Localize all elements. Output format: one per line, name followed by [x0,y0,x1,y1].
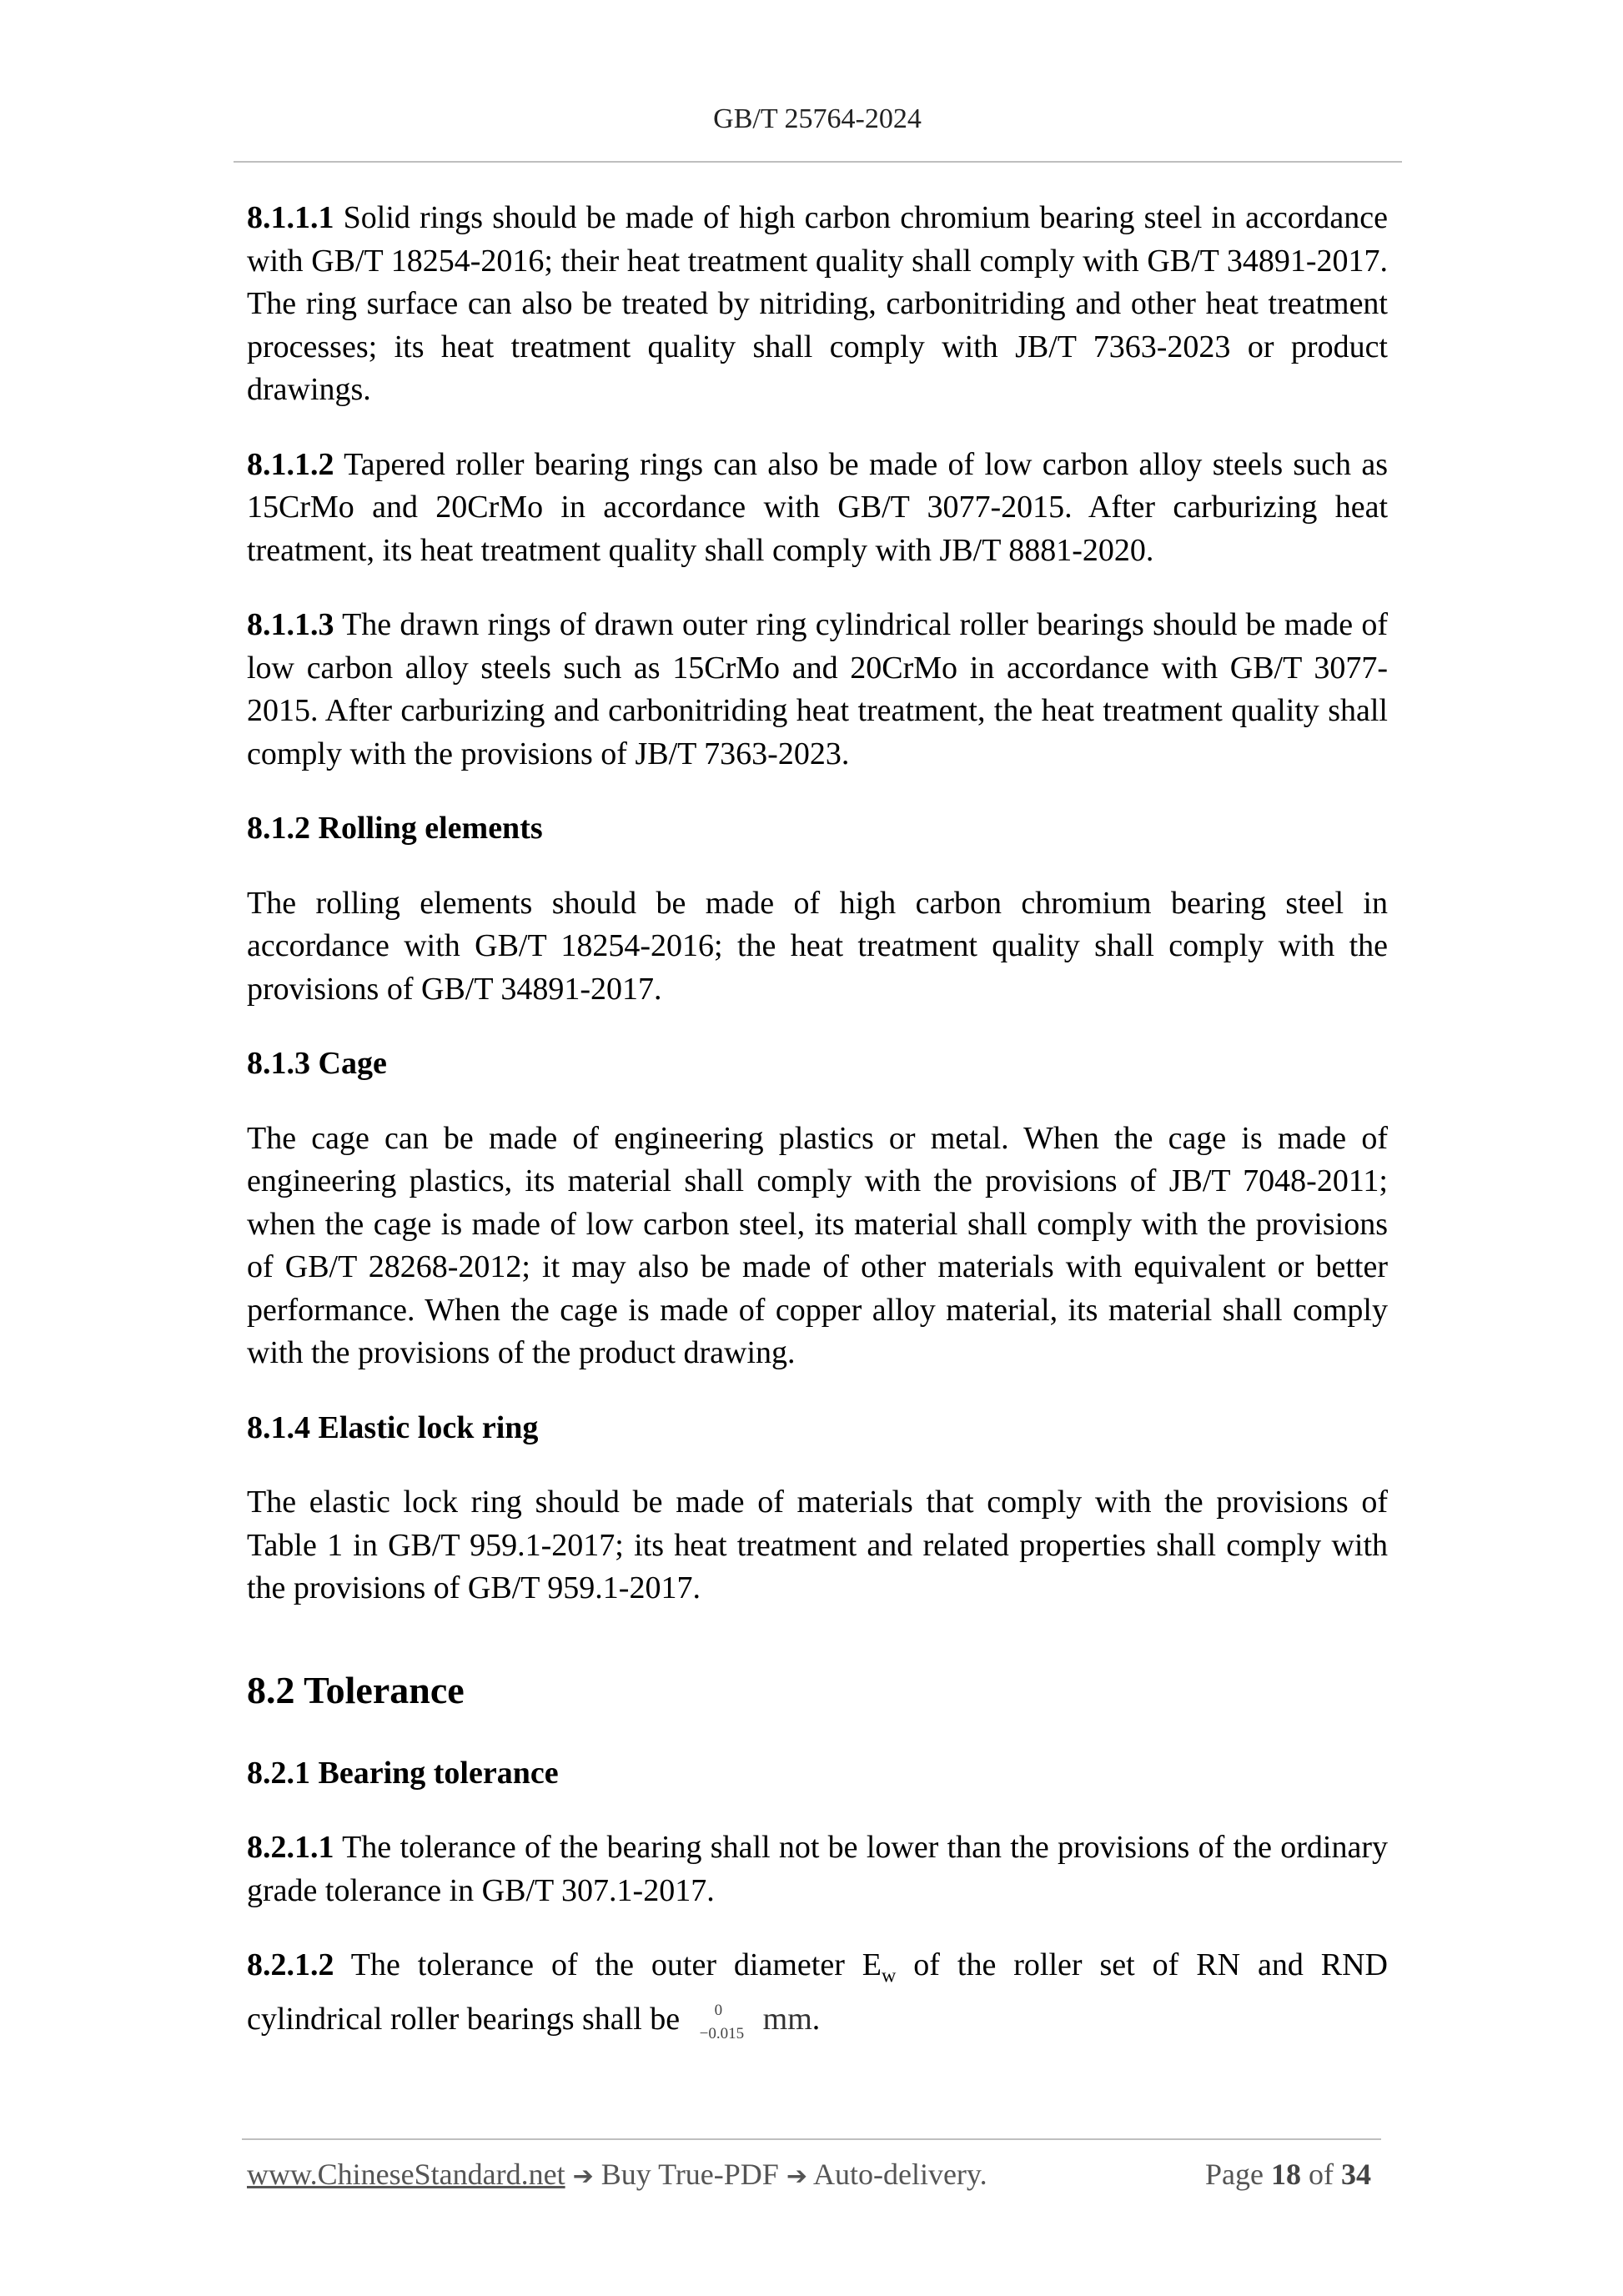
auto-delivery-text: Auto-delivery. [806,2158,987,2191]
clause-end: . [812,2002,821,2037]
clause-text: The drawn rings of drawn outer ring cylindrical roller bearings should be made of low carbon alloy steels such as 15CrMo and 20CrMo in accordance with GB/T 3077-2015. After carburizing and carbonitriding heat treatment, the heat treatment quality shall comply with the provisions of JB/T 7363-2023. [247,607,1388,771]
tolerance-unit: mm [762,2002,812,2037]
current-page: 18 [1271,2158,1301,2191]
buy-text: Buy True-PDF [593,2158,786,2191]
heading-cage: 8.1.3 Cage [247,1046,387,1081]
heading-tolerance: 8.2 Tolerance [247,1668,465,1711]
clause-text-a: The tolerance of the outer diameter E [350,1947,882,1982]
footer-divider [242,2138,1381,2140]
page-label: Page [1205,2158,1264,2191]
clause-number: 8.1.1.3 [247,607,334,642]
clause-8-2-1-1 [247,1826,1388,1912]
arrow-right-icon: ➔ [786,2162,807,2191]
subscript-w: w [882,1965,897,1987]
page-content [247,197,1388,2073]
clause-number: 8.2.1.2 [247,1947,334,1982]
page-header: GB/T 25764-2024 [713,103,922,134]
clause-number: 8.1.1.2 [247,446,334,482]
clause-8-1-1-1 [247,197,1388,412]
rolling-elements-text: The rolling elements should be made of high carbon chromium bearing steel in accordance with GB/T 18254-2016; the heat treatment quality shall comply with the provisions of GB/T 34891-2017. [247,885,1388,1007]
of-label: of [1309,2158,1334,2191]
tolerance-lower: −0.015 [699,2025,745,2043]
cage-text: The cage can be made of engineering plastics or metal. When the cage is made of engineering plastics, its material shall comply with the provisions of JB/T 7048-2011; when the cage is made of low carbon steel, its material shall comply with the provisions of GB/T 28268-2012; it may also be made of other materials with equivalent or better performance. When the cage is made of copper alloy material, its material shall comply with the provisions of the product drawing. [247,1120,1388,1370]
footer-promo [247,2157,987,2192]
heading-bearing-tolerance: 8.2.1 Bearing tolerance [247,1755,559,1791]
clause-text: Tapered roller bearing rings can also be made of low carbon alloy steels such as 15CrMo and 20CrMo in accordance with GB/T 3077-2015. After carburizing heat treatment, its heat treatment quality shall comply with JB/T 8881-2020. [247,446,1388,568]
heading-elastic-lock-ring: 8.1.4 Elastic lock ring [247,1409,539,1445]
header-divider [234,161,1402,163]
clause-8-1-1-2 [247,444,1388,573]
clause-number: 8.1.1.1 [247,200,334,235]
page-number [1205,2157,1371,2192]
tolerance-deviation [688,2001,763,2043]
clause-text-b: of the roller set of RN and RND cylindrical roller bearings shall be [247,1947,1388,2037]
arrow-right-icon: ➔ [572,2162,594,2191]
clause-8-1-1-3 [247,604,1388,776]
page-footer [247,2157,1388,2198]
site-link[interactable]: www.ChineseStandard.net [247,2158,565,2191]
clause-number: 8.2.1.1 [247,1830,334,1865]
heading-rolling-elements: 8.1.2 Rolling elements [247,811,543,846]
clause-text: The tolerance of the bearing shall not be lower than the provisions of the ordinary grade tolerance in GB/T 307.1-2017. [247,1830,1388,1908]
clause-8-2-1-2 [247,1944,1388,2042]
tolerance-upper: 0 [714,2002,723,2020]
elastic-lock-ring-text: The elastic lock ring should be made of materials that comply with the provisions of Table 1 in GB/T 959.1-2017; its heat treatment and related properties shall comply with the provisions of GB/T 959.1-2017. [247,1485,1388,1605]
total-pages: 34 [1341,2158,1371,2191]
clause-text: Solid rings should be made of high carbon chromium bearing steel in accordance with GB/T 18254-2016; their heat treatment quality shall comply with GB/T 34891-2017. The ring surface can also be treated by nitriding, carbonitriding and other heat treatment processes; its heat treatment quality shall comply with JB/T 7363-2023 or product drawings. [247,200,1388,407]
